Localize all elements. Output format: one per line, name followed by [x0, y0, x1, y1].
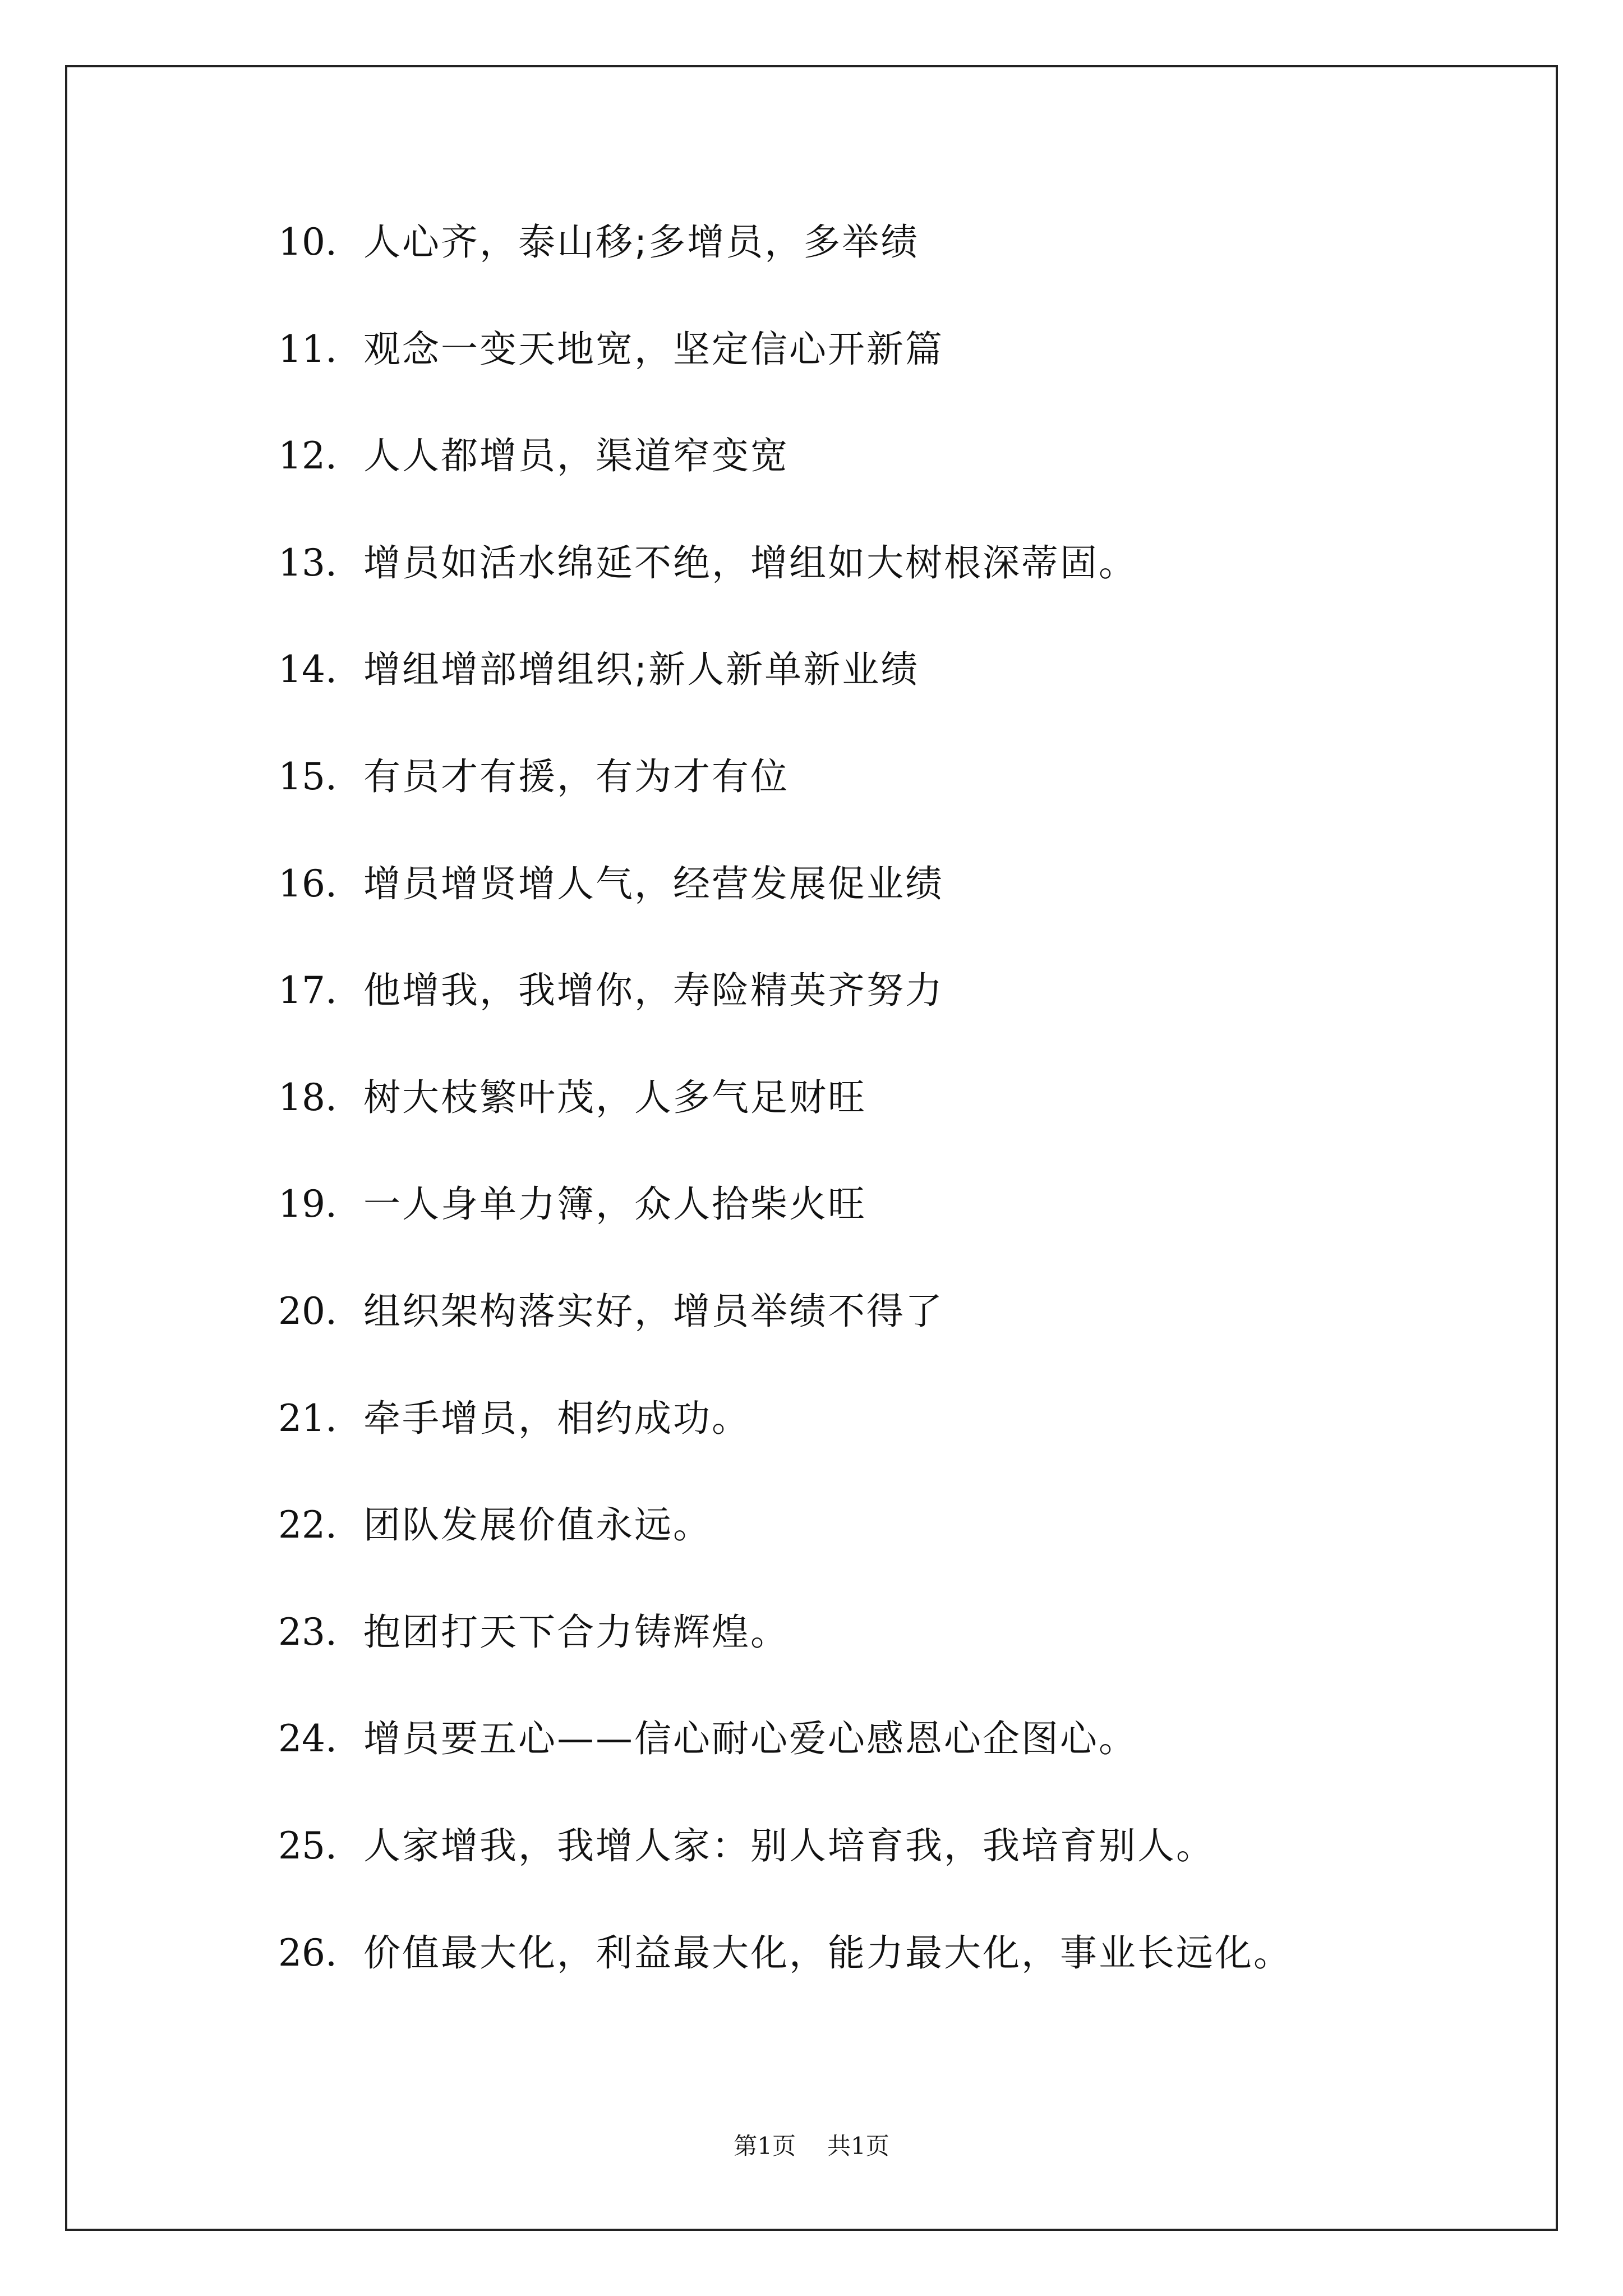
- item-number: 18.: [278, 1075, 337, 1119]
- list-item: [278, 220, 1456, 327]
- item-number: 10.: [278, 220, 337, 264]
- item-text: 一人身单力簿，众人拾柴火旺: [363, 1182, 866, 1226]
- list-item: [278, 1610, 1456, 1717]
- item-number: 24.: [278, 1717, 337, 1761]
- item-text: 团队发展价值永远。: [363, 1503, 712, 1547]
- item-number: 22.: [278, 1503, 337, 1547]
- item-number: 16.: [278, 862, 337, 905]
- item-text: 增员要五心——信心耐心爱心感恩心企图心。: [363, 1717, 1137, 1761]
- list-item: [278, 1182, 1456, 1289]
- item-number: 11.: [278, 327, 337, 371]
- item-text: 增员增贤增人气，经营发展促业绩: [363, 862, 944, 905]
- list-item: [278, 1503, 1456, 1610]
- list-item: [278, 434, 1456, 541]
- slogan-list: [278, 220, 1456, 2037]
- list-item: [278, 968, 1456, 1075]
- item-number: 14.: [278, 648, 337, 692]
- item-number: 20.: [278, 1289, 337, 1333]
- list-item: [278, 327, 1456, 434]
- item-text: 牵手增员，相约成功。: [363, 1396, 750, 1440]
- item-text: 组织架构落实好，增员举绩不得了: [363, 1289, 944, 1333]
- item-text: 增组增部增组织;新人新单新业绩: [363, 648, 920, 692]
- item-number: 13.: [278, 541, 337, 585]
- list-item: [278, 647, 1456, 754]
- item-text: 有员才有援，有为才有位: [363, 754, 789, 798]
- page-footer: [0, 2131, 1623, 2162]
- item-number: 17.: [278, 969, 337, 1013]
- item-text: 增员如活水绵延不绝，增组如大树根深蒂固。: [363, 541, 1137, 585]
- list-item: [278, 1075, 1456, 1182]
- list-item: [278, 1824, 1456, 1931]
- list-item: [278, 862, 1456, 969]
- item-text: 树大枝繁叶茂，人多气足财旺: [363, 1075, 866, 1119]
- list-item: [278, 1396, 1456, 1503]
- item-text: 价值最大化，利益最大化，能力最大化，事业长远化。: [363, 1931, 1292, 1975]
- item-text: 他增我，我增你，寿险精英齐努力: [363, 969, 944, 1013]
- item-number: 21.: [278, 1396, 337, 1440]
- item-text: 抱团打天下合力铸辉煌。: [363, 1610, 789, 1654]
- page-number-total: 共1页: [827, 2132, 889, 2160]
- item-number: 23.: [278, 1610, 337, 1654]
- list-item: [278, 754, 1456, 862]
- list-item: [278, 541, 1456, 648]
- list-item: [278, 1289, 1456, 1396]
- item-number: 25.: [278, 1824, 337, 1867]
- item-text: 人人都增员，渠道窄变宽: [363, 434, 789, 478]
- item-text: 观念一变天地宽，坚定信心开新篇: [363, 327, 944, 371]
- item-number: 15.: [278, 754, 337, 798]
- item-number: 12.: [278, 434, 337, 478]
- item-text: 人家增我，我增人家：别人培育我，我培育别人。: [363, 1824, 1215, 1867]
- item-number: 26.: [278, 1931, 337, 1975]
- list-item: [278, 1931, 1456, 2038]
- list-item: [278, 1717, 1456, 1824]
- page-number-current: 第1页: [734, 2132, 796, 2160]
- item-number: 19.: [278, 1182, 337, 1226]
- item-text: 人心齐，泰山移;多增员，多举绩: [363, 220, 920, 264]
